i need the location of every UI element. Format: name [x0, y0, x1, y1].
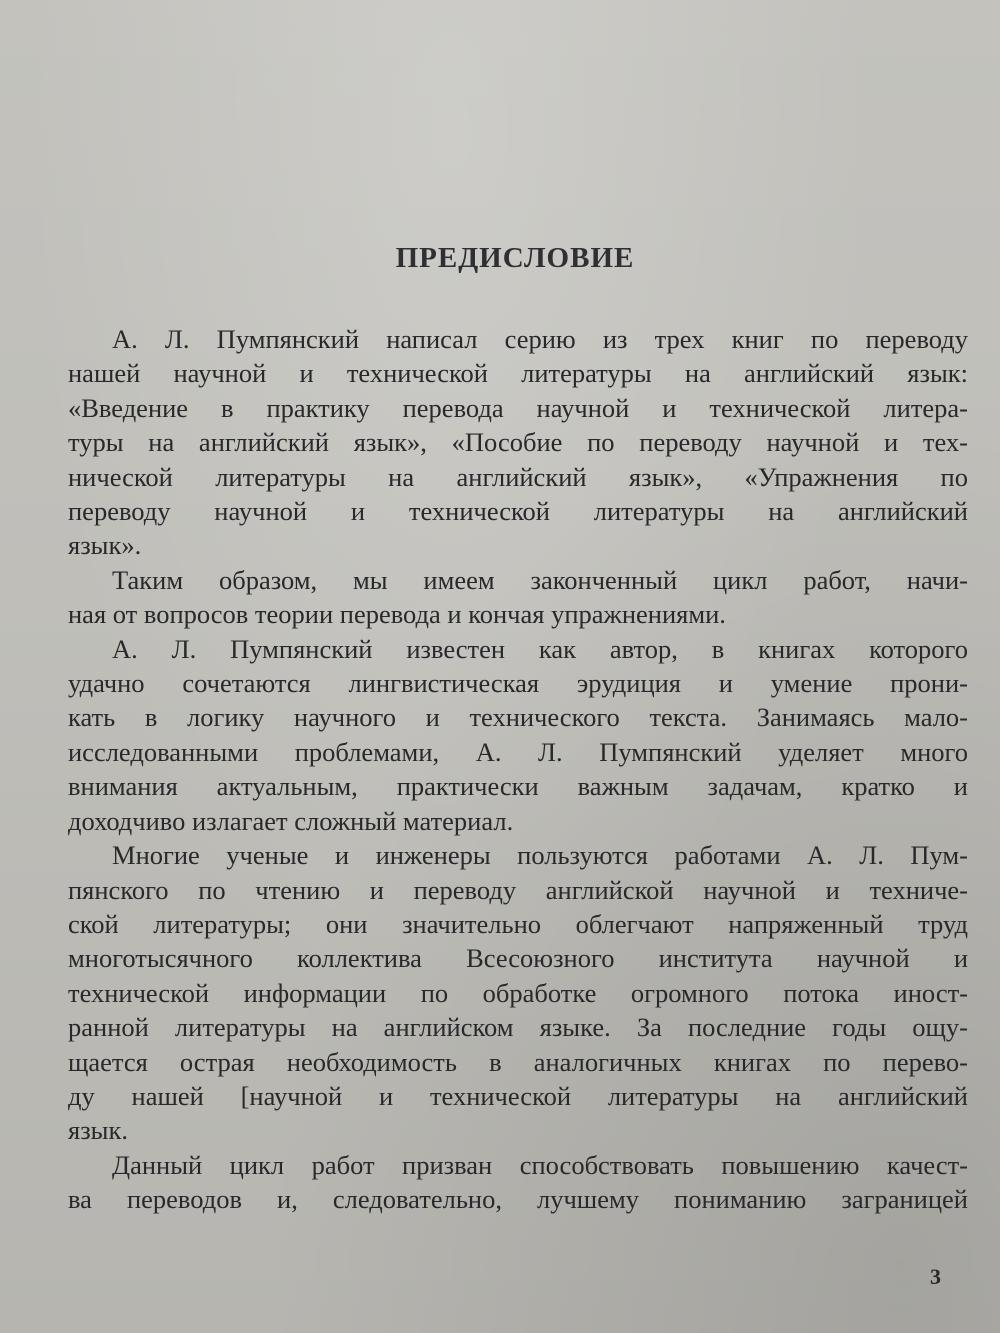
text-line: ранной литературы на английском языке. За последние годы ощу-	[68, 1012, 968, 1043]
text-line: туры на английский язык», «Пособие по переводу научной и тех-	[68, 427, 968, 458]
paragraph	[68, 838, 968, 1148]
page-title: ПРЕДИСЛОВИЕ	[395, 242, 635, 274]
text-line: А. Л. Пумпянский известен как автор, в книгах которого	[112, 633, 968, 664]
text-line: исследованными проблемами, А. Л. Пумпянский уделяет много	[68, 736, 968, 767]
text-line: щается острая необходимость в аналогичных книгах по перево-	[68, 1046, 968, 1077]
text-line: нашей научной и технической литературы на английский язык:	[68, 358, 968, 389]
text-line: переводу научной и технической литературы на английский	[68, 496, 968, 527]
text-line: ской литературы; они значительно облегчают напряженный труд	[68, 908, 968, 939]
text-line: Данный цикл работ призван способствовать повышению качест-	[112, 1149, 968, 1180]
text-line: нической литературы на английский язык», «Упражнения по	[68, 461, 968, 492]
text-line: Таким образом, мы имеем законченный цикл работ, начи-	[112, 564, 968, 595]
text-line: пянского по чтению и переводу английской научной и техниче-	[68, 874, 968, 905]
text-line: удачно сочетаются лингвистическая эрудиция и умение прони-	[68, 668, 968, 699]
text-line: язык».	[68, 530, 142, 561]
text-line: А. Л. Пумпянский написал серию из трех книг по переводу	[112, 324, 968, 354]
text-line: ду нашей [научной и технической литературы на английский	[68, 1080, 968, 1111]
paragraph	[68, 322, 968, 563]
text-line: ная от вопросов теории перевода и кончая упражнениями.	[68, 599, 726, 630]
page-number: 3	[930, 1264, 941, 1289]
text-line: доходчиво излагает сложный материал.	[68, 805, 514, 836]
paragraph	[68, 632, 968, 838]
paragraph	[68, 1148, 968, 1217]
text-line: ва переводов и, следовательно, лучшему пониманию заграницей	[68, 1184, 968, 1215]
text-line: Многие ученые и инженеры пользуются работами А. Л. Пум-	[112, 840, 968, 871]
text-line: язык.	[68, 1115, 128, 1146]
text-line: кать в логику научного и технического текста. Занимаясь мало-	[68, 702, 968, 733]
text-line: внимания актуальным, практически важным задачам, кратко и	[68, 771, 968, 802]
body-text	[68, 322, 968, 1217]
text-line: многотысячного коллектива Всесоюзного института научной и	[68, 943, 968, 974]
text-line: «Введение в практику перевода научной и технической литера-	[68, 392, 968, 423]
text-line: технической информации по обработке огромного потока иност-	[68, 977, 968, 1008]
paragraph	[68, 563, 968, 632]
